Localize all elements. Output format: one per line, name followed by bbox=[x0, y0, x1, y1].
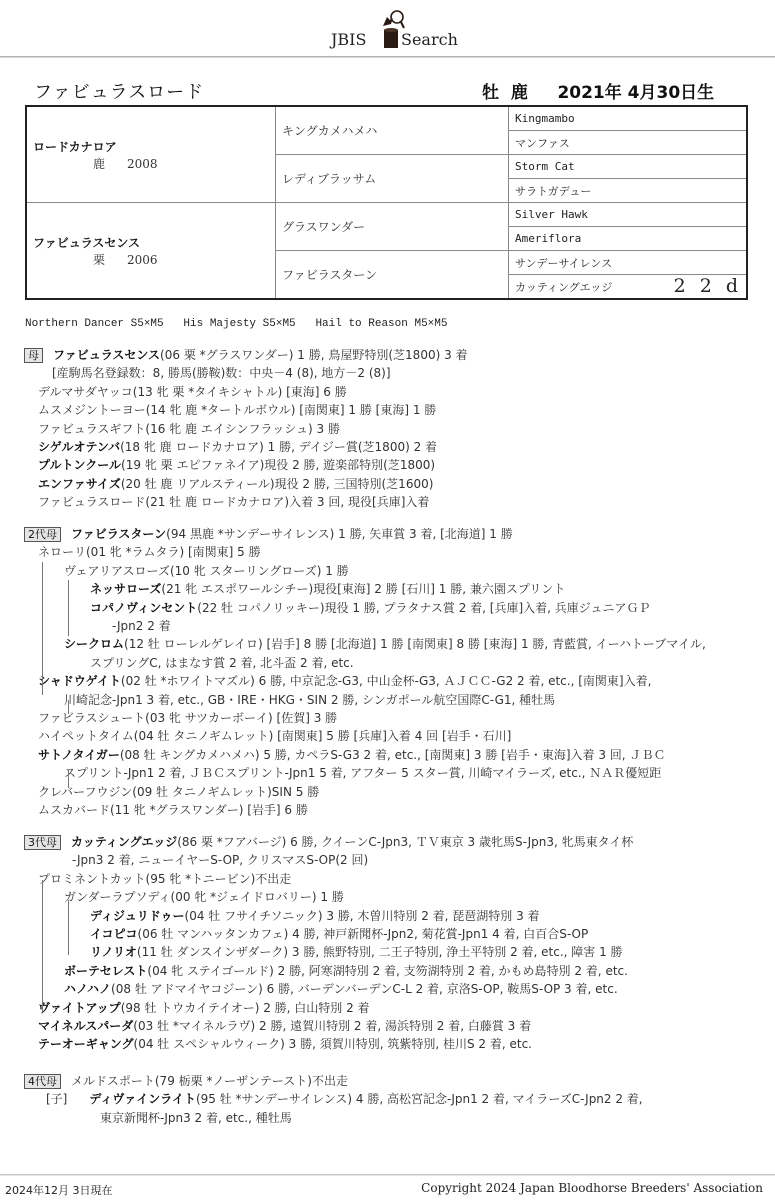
pedigree-line bbox=[38, 999, 370, 1016]
tree-connector-line bbox=[68, 770, 69, 788]
pedigree-line bbox=[46, 1090, 643, 1107]
family-number: 2 2 d bbox=[673, 275, 742, 297]
pedigree-line bbox=[38, 727, 511, 744]
horse-link[interactable]: ディヴァインライト bbox=[89, 1092, 196, 1107]
pedigree-line bbox=[90, 654, 354, 671]
horse-record: ファビュラスギフト(16 牝 鹿 エイシンフラッシュ) 3 勝 bbox=[38, 421, 340, 436]
pedigree-line bbox=[64, 962, 628, 979]
site-header bbox=[0, 0, 775, 56]
horse-record: メルドスポート(79 栃栗 *ノーザンテースト)不出走 bbox=[71, 1074, 348, 1088]
pedigree-line bbox=[52, 364, 391, 381]
pedigree-line bbox=[64, 562, 349, 579]
horse-record: スプリント-Jpn1 2 着, ＪＢＣスプリント-Jpn1 5 着, アフター 5 スター賞, 川崎マイラーズ, etc., ＮＡＲ優短距 bbox=[64, 766, 662, 781]
dam-color: 栗 bbox=[93, 252, 106, 267]
pedigree-line bbox=[72, 851, 368, 868]
horse-record: (04 牝 ステイゴールド) 2 勝, 阿寒湖特別 2 着, 支笏湖特別 2 着, かもめ島特別 2 着, etc. bbox=[147, 963, 628, 978]
dam-cell[interactable] bbox=[26, 203, 276, 300]
pedigree-table bbox=[25, 105, 748, 300]
horse-color: 鹿 bbox=[510, 83, 528, 103]
pedigree-line bbox=[112, 617, 171, 634]
horse-record: (86 栗 *フアバージ) 6 勝, クイーンC-Jpn3, ＴＶ東京 3 歳牝馬S-Jpn3, 牝馬東タイ杯 bbox=[177, 835, 634, 849]
pedigree-line bbox=[90, 925, 588, 942]
gen3-cell[interactable]: サラトガデュー bbox=[509, 179, 748, 203]
pedigree-line bbox=[90, 943, 623, 960]
gen3-cell[interactable]: Storm Cat bbox=[509, 155, 748, 179]
horse-link[interactable]: イコピコ bbox=[90, 927, 138, 941]
generation-tag: 2代母 bbox=[24, 527, 61, 542]
pedigree-line bbox=[38, 420, 340, 437]
horse-record: (95 牡 *サンデーサイレンス) 4 勝, 高松宮記念-Jpn1 2 着, マイラーズC-Jpn2 2 着, bbox=[195, 1092, 643, 1107]
gen3-cell[interactable]: サンデーサイレンス bbox=[509, 251, 748, 275]
horse-link[interactable]: プルトンクール bbox=[38, 458, 122, 473]
horse-link[interactable]: ディジュリドゥー bbox=[90, 908, 185, 923]
tree-connector-line bbox=[68, 580, 69, 636]
pedigree-line bbox=[90, 580, 565, 597]
horse-record: (12 牡 ローレルゲレイロ) [岩手] 8 勝 [北海道] 1 勝 [南関東] 8 勝 [東海] 1 勝, 青藍賞, イーハトーブマイル, bbox=[124, 637, 706, 652]
horse-link[interactable]: テーオーギャング bbox=[38, 1037, 134, 1052]
pedigree-line bbox=[38, 456, 435, 473]
generation-tag: 母 bbox=[24, 348, 43, 363]
logo-text-search: Search bbox=[401, 30, 458, 49]
horse-record: -Jpn3 2 着, ニューイヤーS-OP, クリスマスS-OP(2 回) bbox=[72, 853, 369, 868]
pedigree-line bbox=[38, 475, 433, 492]
child-prefix: [子] bbox=[46, 1092, 68, 1107]
dam-name: ファビュラスセンス bbox=[33, 235, 141, 250]
dam-dam-cell[interactable]: ファビラスターン bbox=[276, 251, 509, 300]
horse-record: (22 牡 コパノリッキー)現役 1 勝, プラタナス賞 2 着, [兵庫]入着, 兵庫ジュニアＧＰ bbox=[197, 600, 651, 615]
pedigree-line bbox=[38, 1035, 532, 1052]
horse-link[interactable]: カッティングエッジ bbox=[71, 835, 178, 849]
horse-name: ファビュラスロード bbox=[34, 82, 205, 103]
pedigree-line bbox=[38, 401, 436, 418]
tree-connector-line bbox=[42, 562, 43, 695]
horse-record: (18 牝 鹿 ロードカナロア) 1 勝, デイジー賞(芝1800) 2 着 bbox=[120, 440, 438, 454]
pedigree-line bbox=[38, 383, 347, 400]
horse-link[interactable]: ファビラスターン bbox=[71, 527, 167, 541]
dam-section-heading bbox=[24, 346, 468, 363]
generation-tag: 3代母 bbox=[24, 835, 61, 850]
horse-record: (06 牡 マンハッタンカフェ) 4 勝, 神戸新聞杯-Jpn2, 菊花賞-Jpn1 4 着, 白百合S-OP bbox=[137, 927, 589, 941]
g2-section-heading bbox=[24, 525, 513, 542]
horse-record: (03 牡 *マイネルラヴ) 2 勝, 遠賀川特別 2 着, 湯浜特別 2 着, 白藤賞 3 着 bbox=[133, 1019, 532, 1033]
copyright: Copyright 2024 Japan Bloodhorse Breeders' Association bbox=[421, 1181, 763, 1195]
pedigree-line bbox=[38, 801, 308, 818]
horse-record: -Jpn2 2 着 bbox=[112, 619, 171, 633]
sire-cell[interactable] bbox=[26, 106, 276, 203]
horse-record: (02 牡 *ホワイトマズル) 6 勝, 中京記念-G3, 中山金杯-G3, ＡＪＣＣ-G2 2 着, etc., [南関東]入着, bbox=[120, 674, 652, 689]
horse-sex: 牡 bbox=[482, 83, 499, 103]
logo-text-jbis: JBIS bbox=[331, 30, 367, 49]
horse-record: 川崎記念-Jpn1 3 着, etc., GB・IRE・HKG・SIN 2 勝, シンガポール航空国際C-G1, 種牡馬 bbox=[64, 692, 556, 707]
gen3-cell[interactable]: Kingmambo bbox=[509, 106, 748, 131]
pedigree-line bbox=[90, 907, 540, 924]
horse-record: クレバーフウジン(09 牡 タニノギムレット)SIN 5 勝 bbox=[38, 784, 320, 799]
pedigree-line bbox=[38, 783, 319, 800]
horse-record: スプリングC, はまなす賞 2 着, 北斗盃 2 着, etc. bbox=[90, 655, 354, 670]
pedigree-line bbox=[64, 691, 555, 708]
gen3-name: カッティングエッジ bbox=[515, 280, 613, 294]
horse-record: (06 栗 *グラスワンダー) 1 勝, 鳥屋野特別(芝1800) 3 着 bbox=[160, 348, 468, 362]
tree-connector-line bbox=[42, 880, 43, 1012]
horse-record: ムスカバード(11 牝 *グラスワンダー) [岩手] 6 勝 bbox=[38, 803, 308, 817]
pedigree-line bbox=[38, 543, 261, 560]
g4-section-heading bbox=[24, 1072, 348, 1089]
pedigree-line bbox=[64, 635, 706, 652]
horse-link[interactable]: リノリオ bbox=[90, 945, 137, 960]
header-divider bbox=[0, 56, 775, 58]
horse-link[interactable]: ヴァイトアップ bbox=[38, 1000, 121, 1015]
pedigree-line bbox=[64, 764, 661, 781]
horse-record: (19 牝 栗 エピファネイア)現役 2 勝, 遊楽部特別(芝1800) bbox=[121, 458, 436, 473]
gen3-cell-last[interactable] bbox=[509, 275, 748, 300]
jbis-search-logo[interactable] bbox=[331, 8, 461, 52]
dam-sire-cell[interactable]: グラスワンダー bbox=[276, 203, 509, 251]
horse-record: ガンダーラプソディ(00 牝 *ジェイドロバリー) 1 勝 bbox=[64, 890, 344, 905]
horse-record: ムスメジントーヨー(14 牝 鹿 *タートルボウル) [南関東] 1 勝 [東海] 1 勝 bbox=[38, 403, 437, 418]
pedigree-line bbox=[38, 438, 437, 455]
horse-record: (21 牝 エスポワールシチー)現役[東海] 2 勝 [石川] 1 勝, 兼六園スプリント bbox=[161, 582, 566, 597]
horse-record: 東京新聞杯-Jpn3 2 着, etc., 種牡馬 bbox=[100, 1110, 292, 1125]
as-of-date: 2024年12月 3日現在 bbox=[5, 1184, 113, 1197]
horse-link[interactable]: ボーテセレスト bbox=[64, 963, 148, 978]
horse-link[interactable]: コパノヴィンセント bbox=[90, 600, 198, 615]
pedigree-line bbox=[64, 888, 344, 905]
horse-link[interactable]: シゲルオテンバ bbox=[38, 440, 121, 454]
tree-connector-line bbox=[68, 900, 69, 955]
horse-record: [産駒馬名登録数：8, 勝馬(勝鞍)数：中央－4 (8), 地方－2 (8)] bbox=[52, 366, 391, 381]
tree-connector-line bbox=[68, 700, 69, 714]
sire-sire-cell[interactable]: キングカメハメハ bbox=[276, 106, 509, 155]
gen3-cell[interactable]: マンファス bbox=[509, 131, 748, 155]
horse-record: (94 黒鹿 *サンデーサイレンス) 1 勝, 矢車賞 3 着, [北海道] 1 勝 bbox=[166, 527, 513, 541]
horse-record: ファビラスシュート(03 牝 サツカーボーイ) [佐賀] 3 勝 bbox=[38, 711, 338, 725]
horse-record: プロミネントカット(95 牝 *トニービン)不出走 bbox=[38, 871, 292, 886]
sire-name: ロードカナロア bbox=[33, 139, 117, 154]
pedigree-line bbox=[38, 1017, 531, 1034]
horse-record: (11 牡 ダンスインザダーク) 3 勝, 熊野特別, 二王子特別, 浄土平特別 2 着, etc., 障害 1 勝 bbox=[136, 945, 623, 960]
pedigree-line bbox=[38, 493, 429, 510]
horse-record: (98 牡 トウカイテイオー) 2 勝, 白山特別 2 着 bbox=[120, 1000, 370, 1015]
horse-record: (20 牡 鹿 リアルスティール)現役 2 勝, 三国特別(芝1600) bbox=[120, 476, 434, 491]
pedigree-line bbox=[90, 599, 651, 616]
gen3-cell[interactable]: Silver Hawk bbox=[509, 203, 748, 227]
horse-link[interactable]: サトノタイガー bbox=[38, 747, 120, 762]
horse-link[interactable]: シャドウゲイト bbox=[38, 674, 121, 689]
gen3-cell[interactable]: Ameriflora bbox=[509, 227, 748, 251]
pedigree-line bbox=[64, 980, 618, 997]
pedigree-line bbox=[38, 870, 291, 887]
horse-profile bbox=[482, 78, 714, 103]
horse-record: (08 牡 アドマイヤコジーン) 6 勝, バーデンバーデンC-L 2 着, 京洛S-OP, 鞍馬S-OP 3 着, etc. bbox=[111, 982, 618, 997]
horse-record: (04 牡 フサイチソニック) 3 勝, 木曽川特別 2 着, 琵琶湖特別 3 着 bbox=[184, 908, 540, 923]
horse-link[interactable]: ネッサローズ bbox=[90, 582, 162, 597]
sire-year: 2008 bbox=[127, 156, 158, 171]
pedigree-line bbox=[38, 672, 651, 689]
g3-section-heading bbox=[24, 833, 633, 850]
sire-color: 鹿 bbox=[93, 156, 106, 171]
horse-record: ネローリ(01 牝 *ラムタラ) [南関東] 5 勝 bbox=[38, 545, 261, 560]
horse-record: (04 牡 スペシャルウィーク) 3 勝, 須賀川特別, 筑紫特別, 桂川S 2 着, etc. bbox=[133, 1037, 532, 1052]
footer-divider bbox=[0, 1174, 775, 1176]
horse-link[interactable]: エンファサイズ bbox=[38, 476, 121, 491]
horse-link[interactable]: マイネルスパーダ bbox=[38, 1019, 134, 1033]
horse-record: ハイペットタイム(04 牡 タニノギムレット) [南関東] 5 勝 [兵庫]入着 4 回 [岩手・石川] bbox=[38, 729, 512, 744]
horse-link[interactable]: ハノハノ bbox=[64, 982, 112, 997]
sire-dam-cell[interactable]: レディブラッサム bbox=[276, 155, 509, 203]
pedigree-line bbox=[100, 1109, 292, 1126]
horse-record: ファビュラスロード(21 牡 鹿 ロードカナロア)入着 3 回, 現役[兵庫]入着 bbox=[38, 495, 430, 510]
horse-record: (08 牡 キングカメハメハ) 5 勝, カペラS-G3 2 着, etc., [南関東] 3 勝 [岩手・東海]入着 3 回, ＪＢＣ bbox=[119, 747, 666, 762]
horse-record: デルマサダヤッコ(13 牝 栗 *タイキシャトル) [東海] 6 勝 bbox=[38, 384, 347, 399]
generation-tag: 4代母 bbox=[24, 1074, 61, 1089]
inbreeding-info: Northern Dancer S5×M5 His Majesty S5×M5 Hail to Reason M5×M5 bbox=[25, 318, 448, 330]
horse-link[interactable]: ファビュラスセンス bbox=[53, 348, 161, 362]
horse-link[interactable]: シークロム bbox=[64, 637, 125, 652]
horse-record: ヴェアリアスローズ(10 牝 スターリングローズ) 1 勝 bbox=[64, 563, 349, 578]
pedigree-line bbox=[38, 746, 665, 763]
horse-birthdate: 2021年 4月30日生 bbox=[557, 83, 715, 103]
pedigree-line bbox=[38, 709, 337, 726]
dam-year: 2006 bbox=[127, 252, 158, 267]
